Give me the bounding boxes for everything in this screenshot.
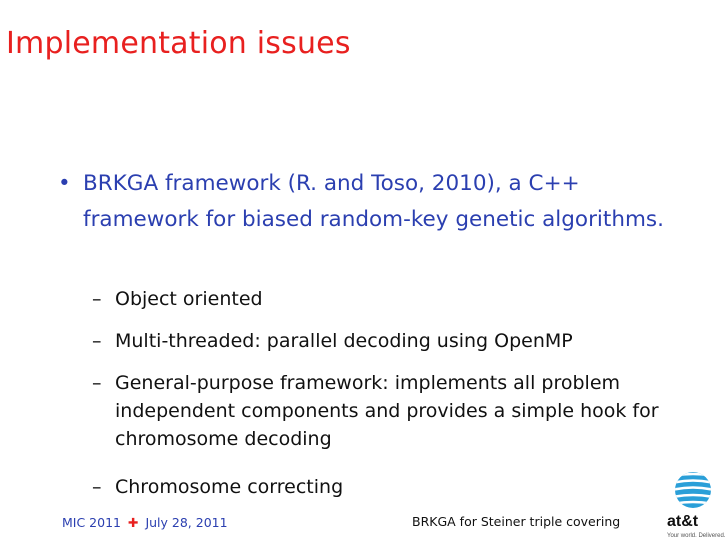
- subitem-marker: –: [92, 288, 102, 310]
- footer-conference: MIC 2011: [62, 515, 121, 530]
- subitem-text: Chromosome correcting: [115, 476, 344, 498]
- subitem-text: General-purpose framework: implements all problem independent components and provides a simple hook for chromosome decoding: [115, 372, 659, 450]
- att-logo-wordmark: at&t: [667, 513, 699, 530]
- footer-separator: ✚: [127, 515, 139, 530]
- subitem-text: Multi-threaded: parallel decoding using OpenMP: [115, 330, 573, 352]
- bullet-text: BRKGA framework (R. and Toso, 2010), a C++ framework for biased random-key genetic algorithms.: [83, 171, 664, 232]
- subitem-marker: –: [92, 330, 102, 352]
- subitem-general-purpose: [92, 369, 677, 453]
- att-logo-tagline: Your world. Delivered.: [667, 533, 726, 539]
- footer-conference-date: [62, 515, 228, 530]
- subitem-multi-threaded: [92, 327, 692, 355]
- main-bullet: [58, 166, 668, 238]
- bullet-marker: •: [58, 171, 71, 196]
- subitem-object-oriented: [92, 285, 692, 313]
- footer-talk-title: BRKGA for Steiner triple covering: [412, 514, 621, 529]
- subitem-marker: –: [92, 476, 102, 498]
- slide-title: Implementation issues: [6, 26, 351, 61]
- subitem-marker: –: [92, 372, 102, 394]
- subitem-chromosome-correcting: [92, 473, 692, 501]
- subitem-text: Object oriented: [115, 288, 263, 310]
- footer-date: July 28, 2011: [145, 515, 228, 530]
